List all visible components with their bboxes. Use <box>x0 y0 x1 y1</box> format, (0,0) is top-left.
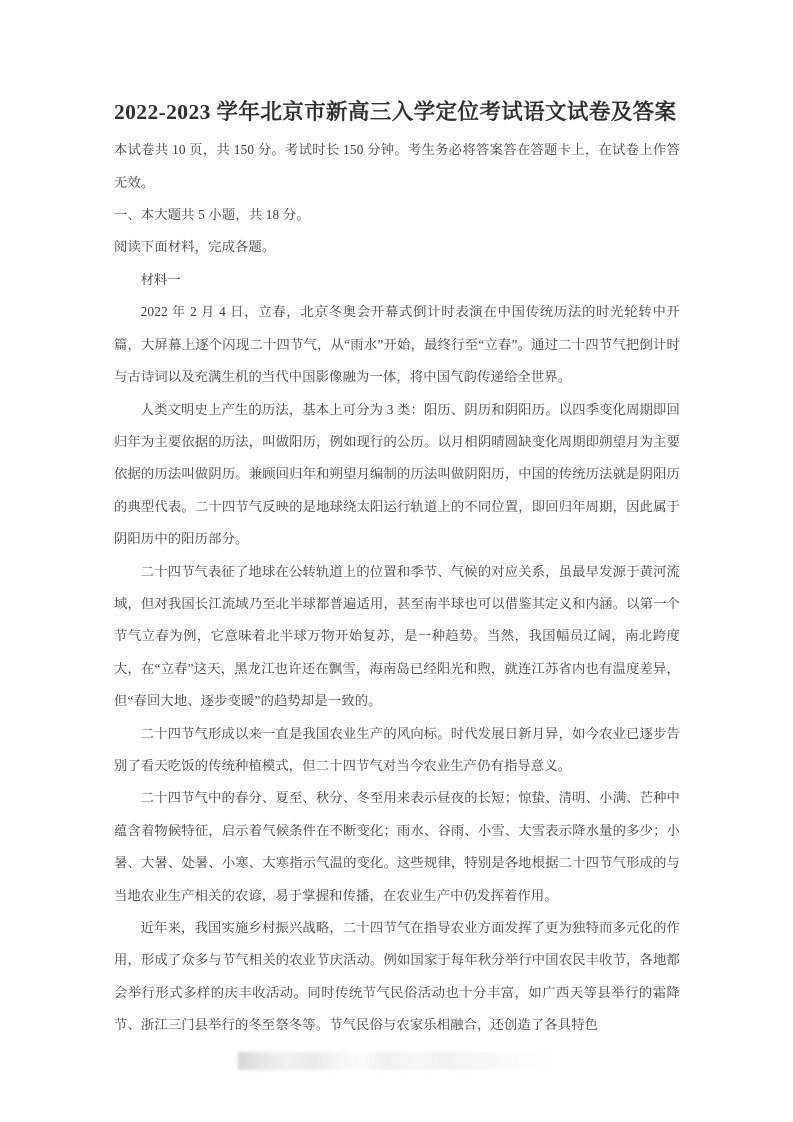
section-heading: 一、本大题共 5 小题，共 18 分。 <box>114 207 310 223</box>
material-label: 材料一 <box>140 271 181 287</box>
page-title: 2022-2023 学年北京市新高三入学定位考试语文试卷及答案 <box>114 100 677 124</box>
document-content <box>114 96 680 1042</box>
reading-instruction: 阅读下面材料，完成各题。 <box>114 239 276 255</box>
body-paragraph-4: 二十四节气形成以来一直是我国农业生产的风向标。时代发展日新月异，如今农业已逐步告别了看天吃饭的传统种植模式，但二十四节气对当今农业生产仍有指导意义。 <box>114 725 680 773</box>
body-paragraph-3: 二十四节气表征了地球在公转轨道上的位置和季节、气候的对应关系，虽最早发源于黄河流域，但对我国长江流域乃至北半球都普遍适用，甚至南半球也可以借鉴其定义和内涵。以第一个节气立春为例，它意味着北半球万物开始复苏，是一种趋势。当然，我国幅员辽阔，南北跨度大，在“立春”这天，黑龙江也许还在飘雪，海南岛已经阳光和煦，就连江苏省内也有温度差异，但“春回大地、逐步变暖”的趋势却是一致的。 <box>114 563 680 709</box>
exam-info-line: 本试卷共 10 页，共 150 分。考试时长 150 分钟。考生务必将答案答在答题卡上，在试卷上作答无效。 <box>114 142 680 190</box>
body-paragraph-1: 2022 年 2 月 4 日，立春，北京冬奥会开幕式倒计时表演在中国传统历法的时光轮转中开篇，大屏幕上逐个闪现二十四节气，从“雨水”开始，最终行至“立春”。通过二十四节气把倒计时与古诗词以及充满生机的当代中国影像融为一体，将中国气韵传递给全世界。 <box>114 304 680 385</box>
body-paragraph-2: 人类文明史上产生的历法，基本上可分为 3 类：阳历、阴历和阴阳历。以四季变化周期即回归年为主要依据的历法，叫做阳历，例如现行的公历。以月相阴晴圆缺变化周期即朔望月为主要依据的历法叫做阴历。兼顾回归年和朔望月编制的历法叫做阴阳历，中国的传统历法就是阴阳历的典型代表。二十四节气反映的是地球绕太阳运行轨道上的不同位置，即回归年周期，因此属于阴阳历中的阳历部分。 <box>114 401 680 547</box>
body-paragraph-5: 二十四节气中的春分、夏至、秋分、冬至用来表示昼夜的长短；惊蛰、清明、小满、芒种中蕴含着物候特征，启示着气候条件在不断变化；雨水、谷雨、小雪、大雪表示降水量的多少；小暑、大暑、处暑、小寒、大寒指示气温的变化。这些规律，特别是各地根据二十四节气形成的与当地农业生产相关的农谚，易于掌握和传播，在农业生产中仍发挥着作用。 <box>114 790 680 903</box>
redacted-watermark-strip <box>238 1052 550 1070</box>
body-paragraph-6: 近年来，我国实施乡村振兴战略，二十四节气在指导农业方面发挥了更为独特而多元化的作用，形成了众多与节气相关的农业节庆活动。例如国家于每年秋分举行中国农民丰收节，各地都会举行形式多样的庆丰收活动。同时传统节气民俗活动也十分丰富，如广西天等县举行的霜降节、浙江三门县举行的冬至祭冬等。节气民俗与农家乐相融合，还创造了各具特色 <box>114 920 680 1033</box>
